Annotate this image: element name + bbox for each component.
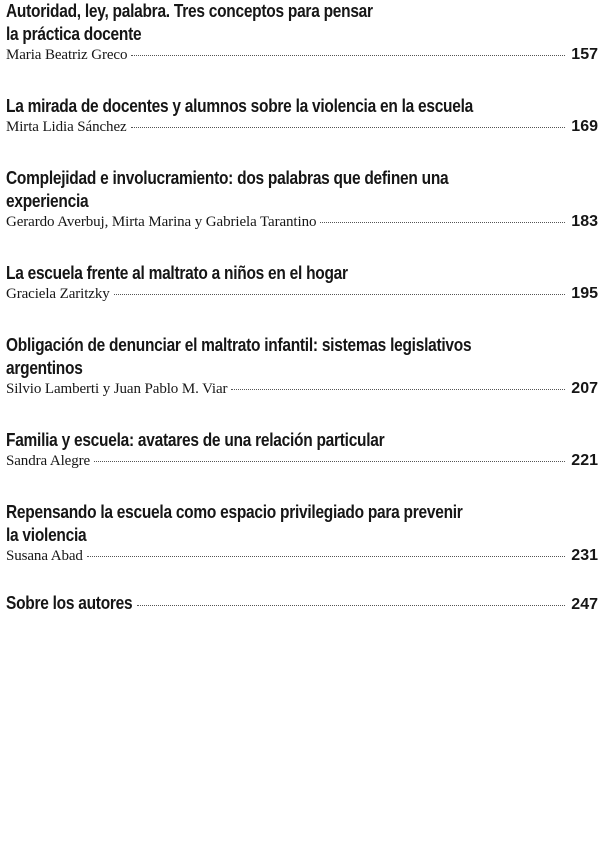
toc-entry-3 <box>6 167 598 237</box>
entry-author: Silvio Lamberti y Juan Pablo M. Viar <box>6 381 228 397</box>
entry-author-line <box>6 118 598 142</box>
entry-title-line: Autoridad, ley, palabra. Tres conceptos para pensar <box>6 1 373 21</box>
entry-author-line <box>6 46 598 70</box>
toc-entry-1 <box>6 0 598 70</box>
toc-entry-final <box>6 593 598 619</box>
entry-author: Maria Beatriz Greco <box>6 47 128 63</box>
toc-entry-5 <box>6 334 598 404</box>
entry-title-line: argentinos <box>6 358 83 378</box>
entry-title <box>6 167 556 213</box>
entry-title <box>6 501 556 547</box>
entry-author-line <box>6 213 598 237</box>
entry-title-line: experiencia <box>6 191 89 211</box>
entry-title-line: la violencia <box>6 525 87 545</box>
table-of-contents <box>6 0 598 619</box>
entry-title-line: La escuela frente al maltrato a niños en el hogar <box>6 263 348 283</box>
entry-title-line: Repensando la escuela como espacio privilegiado para prevenir <box>6 502 463 522</box>
entry-title-line: Familia y escuela: avatares de una relación particular <box>6 430 385 450</box>
entry-page-number: 247 <box>571 596 598 613</box>
dot-leader <box>114 294 566 295</box>
entry-title <box>6 262 556 285</box>
entry-author: Susana Abad <box>6 548 83 564</box>
entry-author: Sandra Alegre <box>6 453 91 469</box>
entry-title-line: la práctica docente <box>6 24 142 44</box>
toc-entry-2 <box>6 95 598 142</box>
entry-title-line-final <box>6 593 598 619</box>
entry-page-number: 169 <box>571 118 598 135</box>
entry-author-line <box>6 452 598 476</box>
entry-page-number: 221 <box>571 452 598 469</box>
dot-leader <box>94 461 565 462</box>
dot-leader <box>320 222 565 223</box>
entry-author-line <box>6 547 598 571</box>
entry-page-number: 195 <box>571 285 598 302</box>
toc-entry-7 <box>6 501 598 571</box>
entry-author-line <box>6 380 598 404</box>
entry-author-line <box>6 285 598 309</box>
entry-page-number: 183 <box>571 213 598 230</box>
dot-leader <box>87 556 565 557</box>
entry-page-number: 231 <box>571 547 598 564</box>
entry-title-line: Obligación de denunciar el maltrato infantil: sistemas legislativos <box>6 335 472 355</box>
toc-entry-4 <box>6 262 598 309</box>
entry-page-number: 207 <box>571 380 598 397</box>
dot-leader <box>231 389 565 390</box>
entry-author: Graciela Zaritzky <box>6 286 110 302</box>
toc-entry-6 <box>6 429 598 476</box>
dot-leader <box>137 605 565 606</box>
dot-leader <box>131 127 566 128</box>
entry-title <box>6 429 556 452</box>
final-entry-title: Sobre los autores <box>6 593 133 613</box>
entry-title <box>6 0 556 46</box>
entry-title <box>6 334 556 380</box>
entry-title <box>6 95 556 118</box>
dot-leader <box>131 55 565 56</box>
entry-title-line: La mirada de docentes y alumnos sobre la violencia en la escuela <box>6 96 474 116</box>
entry-title-line: Complejidad e involucramiento: dos palabras que definen una <box>6 168 449 188</box>
entry-author: Gerardo Averbuj, Mirta Marina y Gabriela Tarantino <box>6 214 317 230</box>
entry-page-number: 157 <box>571 46 598 63</box>
entry-author: Mirta Lidia Sánchez <box>6 119 127 135</box>
